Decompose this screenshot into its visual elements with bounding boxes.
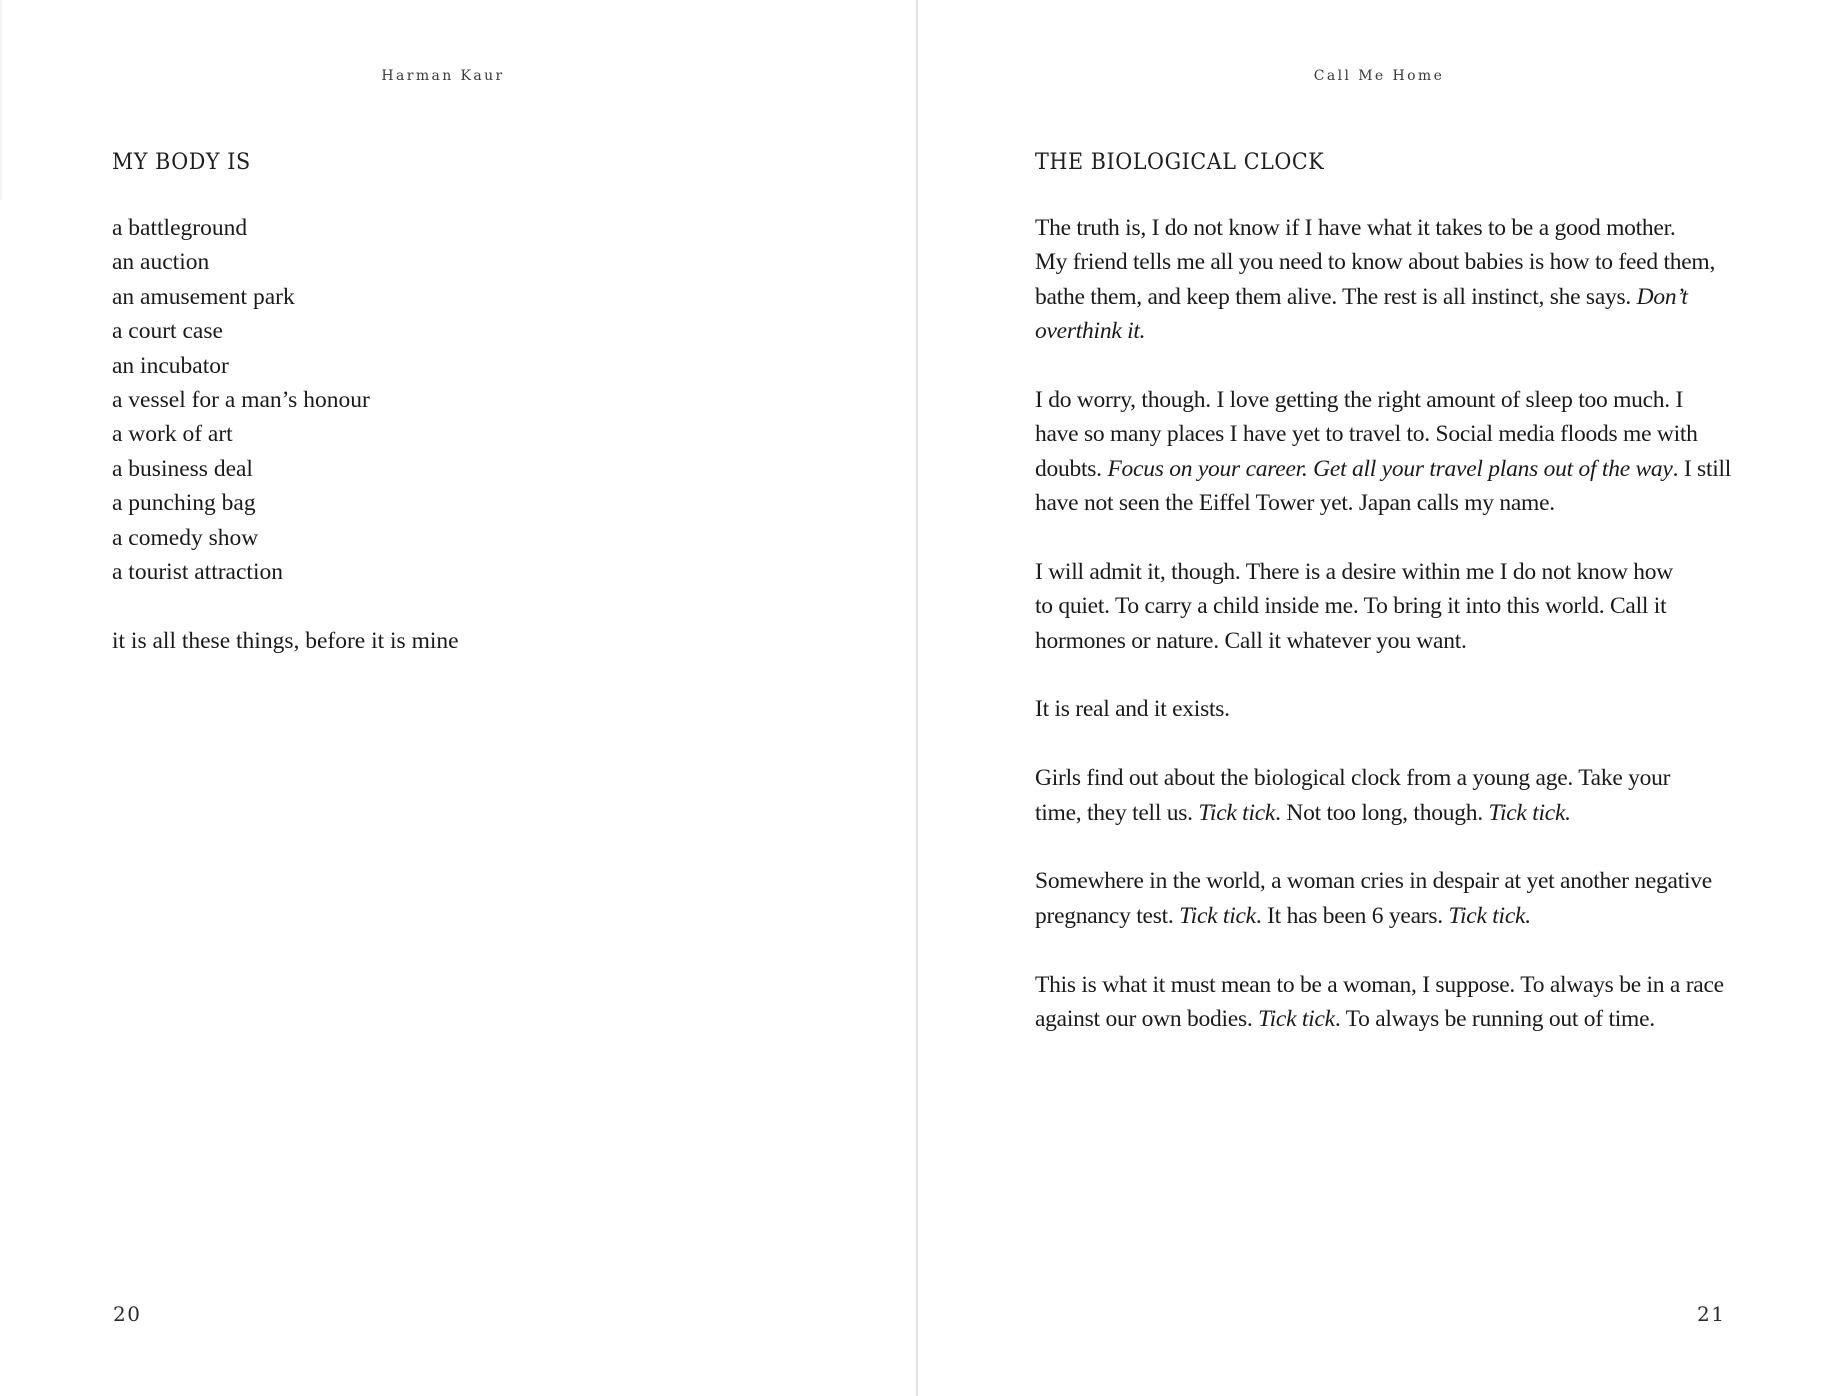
poem-line: an amusement park [112, 283, 295, 310]
italic-run: Tick tick [1198, 799, 1276, 826]
essay-paragraph [1035, 968, 1735, 1037]
text-run: to quiet. To carry a child inside me. To bring it into this world. Call it [1035, 593, 1667, 620]
text-run: pregnancy test. [1035, 902, 1180, 929]
poem-line: an incubator [112, 352, 229, 379]
text-run: . To always be running out of time. [1334, 1005, 1655, 1032]
text-run: . Not too long, though. [1275, 799, 1489, 826]
left-page [0, 0, 916, 1396]
running-head-book-title: Call Me Home [1313, 68, 1445, 84]
essay-paragraph [1035, 864, 1735, 933]
poem-closing-line: it is all these things, before it is mine [112, 627, 459, 654]
essay-line [1035, 761, 1735, 795]
poem-line: a punching bag [112, 490, 256, 517]
poem-line: a work of art [112, 421, 233, 448]
poem-line: a tourist attraction [112, 558, 283, 585]
italic-run: Tick tick [1258, 1005, 1335, 1032]
poem-line: a vessel for a man’s honour [112, 386, 370, 413]
italic-run: Don’t [1636, 283, 1688, 310]
right-page [917, 0, 1835, 1396]
poem-title: MY BODY IS [112, 150, 251, 175]
essay-body [1035, 211, 1735, 1071]
essay-paragraph [1035, 555, 1735, 658]
essay-line [1035, 314, 1735, 348]
essay-line [1035, 555, 1735, 589]
essay-line [1035, 452, 1735, 486]
essay-line [1035, 589, 1735, 623]
italic-run: overthink it. [1035, 318, 1146, 345]
essay-line [1035, 486, 1735, 520]
italic-run: Tick tick. [1488, 799, 1571, 826]
essay-line [1035, 383, 1735, 417]
text-run: doubts. [1035, 455, 1108, 482]
essay-line [1035, 692, 1735, 726]
essay-line [1035, 211, 1735, 245]
italic-run: Tick tick [1179, 902, 1256, 929]
text-run: It is real and it exists. [1035, 696, 1230, 723]
essay-line [1035, 864, 1735, 898]
text-run: against our own bodies. [1035, 1005, 1259, 1032]
text-run: Girls find out about the biological clock from a young age. Take your [1035, 765, 1671, 792]
essay-line [1035, 417, 1735, 451]
text-run: hormones or nature. Call it whatever you want. [1035, 627, 1467, 654]
text-run: . It has been 6 years. [1255, 902, 1449, 929]
text-run: The truth is, I do not know if I have what it takes to be a good mother. [1035, 215, 1676, 241]
text-run: I will admit it, though. There is a desire within me I do not know how [1035, 558, 1674, 585]
poem-line: an auction [112, 249, 210, 276]
essay-paragraph [1035, 761, 1735, 830]
essay-line [1035, 1002, 1735, 1036]
essay-line [1035, 796, 1735, 830]
essay-paragraph [1035, 383, 1735, 521]
italic-run: Focus on your career. Get all your travel plans out of the way [1107, 455, 1673, 482]
text-run: This is what it must mean to be a woman, I suppose. To always be in a race [1035, 971, 1724, 998]
poem-line: a battleground [112, 215, 248, 241]
text-run: . I still [1672, 455, 1732, 482]
text-run: Somewhere in the world, a woman cries in despair at yet another negative [1035, 868, 1712, 895]
poem-line: a business deal [112, 455, 253, 482]
text-run: time, they tell us. [1035, 799, 1199, 826]
poem-line: a court case [112, 318, 223, 345]
poem-body [112, 211, 672, 658]
essay-paragraph [1035, 211, 1735, 349]
text-run: I do worry, though. I love getting the right amount of sleep too much. I [1035, 386, 1684, 413]
essay-paragraph [1035, 692, 1735, 726]
essay-line [1035, 624, 1735, 658]
text-run: bathe them, and keep them alive. The rest is all instinct, she says. [1035, 283, 1637, 310]
essay-line [1035, 899, 1735, 933]
page-number-right: 21 [1697, 1302, 1726, 1326]
poem-line: a comedy show [112, 524, 259, 551]
text-run: My friend tells me all you need to know about babies is how to feed them, [1035, 249, 1716, 276]
essay-title: THE BIOLOGICAL CLOCK [1035, 150, 1325, 175]
text-run: have so many places I have yet to travel to. Social media floods me with [1035, 421, 1698, 448]
text-run: have not seen the Eiffel Tower yet. Japan calls my name. [1035, 490, 1555, 517]
essay-line [1035, 968, 1735, 1002]
stanza-break [112, 589, 672, 623]
running-head-author: Harman Kaur [381, 68, 505, 84]
essay-line [1035, 280, 1735, 314]
page-number-left: 20 [113, 1302, 142, 1326]
italic-run: Tick tick. [1448, 902, 1531, 929]
essay-line [1035, 245, 1735, 279]
